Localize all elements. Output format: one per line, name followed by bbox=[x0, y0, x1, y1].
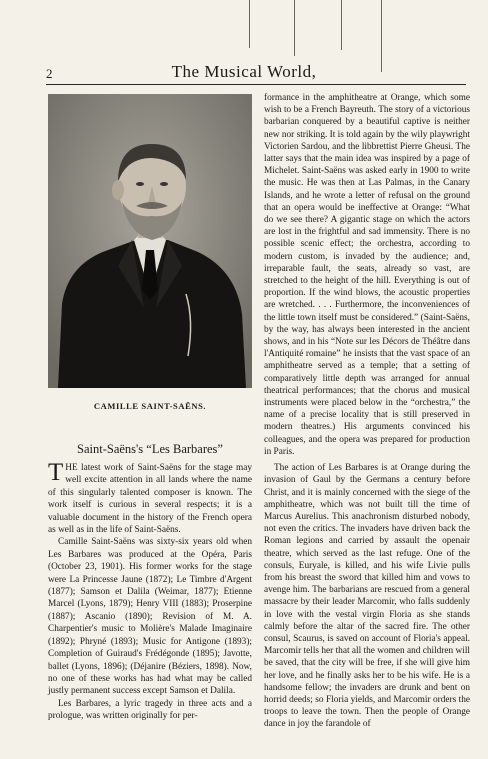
paragraph: formance in the amphitheatre at Orange, which some wish to be a French Bayreuth. The story of a victorious barbarian conquered by a beautiful captive is neither new nor striking. It is told again by the wily playwright Victorien Sardou, and the libbrettist Pierre Gheusi. The latter says that the main idea was inspired by a page of Michelet. Saint-Saëns was asked early in 1900 to write the music. He was then at Las Palmas, in the Canary Islands, and he wrote a letter of refusal on the ground that an opera would be ineffective at Orange: “What do we see there? A gigantic stage on which the actors are lost in the frightful and sad immensity. There is no possible scenic effect; the orchestra, according to modern custom, is invaded by the audience; and, irreparable fault, the seats, already so vast, are stretched to the height of the hill. Everything is out of proportion. If the wind blows, the acoustic properties are wretched. . . . Furthermore, the inconveniences of the little town itself must be considered.” (Saint-Saëns, by the way, has always been interested in the ancient shows, and in his “Note sur les Décors de Théâtre dans l'Antiquité romaine” he insists that the vast space of an amphitheatre served as a temple; that a setting of comparatively little depth was arranged for annual theatrical performances; that the chorus and musical instruments were placed below in the “orchestra,” the name of a precise locality that is still preserved in modern theatres.) His arguments convinced his colleagues, and the opera was prepared for production in Paris. bbox=[264, 93, 470, 457]
right-column bbox=[264, 92, 470, 731]
page-number: 2 bbox=[46, 66, 53, 81]
paragraph: The action of Les Barbares is at Orange during the invasion of Gaul by the Germans a century before Christ, and it is mainly concerned with the siege of the amphitheatre, which was not built till the time of Marcus Aurelius. This anachronism disturbed nobody, not even the critics. The invaders have driven back the Roman legions and carried by assault the openair theatre, which served as the last refuge. One of the consuls, Euryale, is killed, and his wife Livie pulls from his breast the sword that killed him and vows to avenge him. The barbarians are rescued from a general massacre by their leader Marcomir, who falls suddenly in love with the vestal virgin Floria as she stands calmly before the altar of the sacred fire. The other consul, Scaurus, is saved on account of Floria's appeal. Marcomir tells her that all the women and children will be saved, that the city will be free, if she will give him her love, and he finally asks her to be his wife. He is a handsome fellow; the invaders are drunk and bent on horrid deeds; so Floria yields, and Marcomir orders the troops to leave the town. Then the people of Orange dance in joy the farandole of bbox=[264, 463, 470, 730]
header-rule bbox=[46, 84, 466, 85]
drop-cap: T bbox=[48, 459, 64, 486]
article-title: Saint-Saëns's “Les Barbares” bbox=[77, 442, 223, 456]
left-column bbox=[48, 459, 252, 723]
paragraph: Les Barbares, a lyric tragedy in three acts and a prologue, was written originally for per- bbox=[48, 698, 252, 722]
paragraph-text: HE latest work of Saint-Saëns for the stage may well excite attention in all lands where the name of this singularly talented composer is known. The work itself is curious in several respects; it is a valuable document in the history of the French opera as well as in the life of Saint-Saëns. bbox=[48, 463, 252, 536]
paragraph: Camille Saint-Saëns was sixty-six years old when Les Barbares was produced at the Opéra, Paris (October 23, 1901). His former works for the stage were La Princesse Jaune (1872); Le Timbre d'Argent (1877); Samson et Dalila (Weimar, 1877); Etienne Marcel (Lyons, 1879); Henry VIII (1883); Proserpine (1887); Ascanio (1890); Revision of M. A. Charpentier's music to Molière's Malade Imaginaire (1892); Phryné (1893); Music for Antigone (1893); Completion of Guiraud's Frédégonde (1895); Javotte, ballet (Lyons, 1896); (Déjanire (Béziers, 1898). Now, no one of these works has had what may be called justly permanent success except Samson et Dalila. bbox=[48, 537, 252, 697]
page-edge-mark bbox=[249, 0, 250, 48]
portrait-photograph bbox=[48, 94, 252, 388]
page-edge-mark bbox=[341, 0, 342, 50]
page-edge-mark bbox=[294, 0, 295, 56]
paragraph bbox=[48, 459, 252, 536]
figure-caption: CAMILLE SAINT-SAËNS. bbox=[93, 401, 207, 411]
running-head: The Musical World, bbox=[171, 62, 317, 81]
